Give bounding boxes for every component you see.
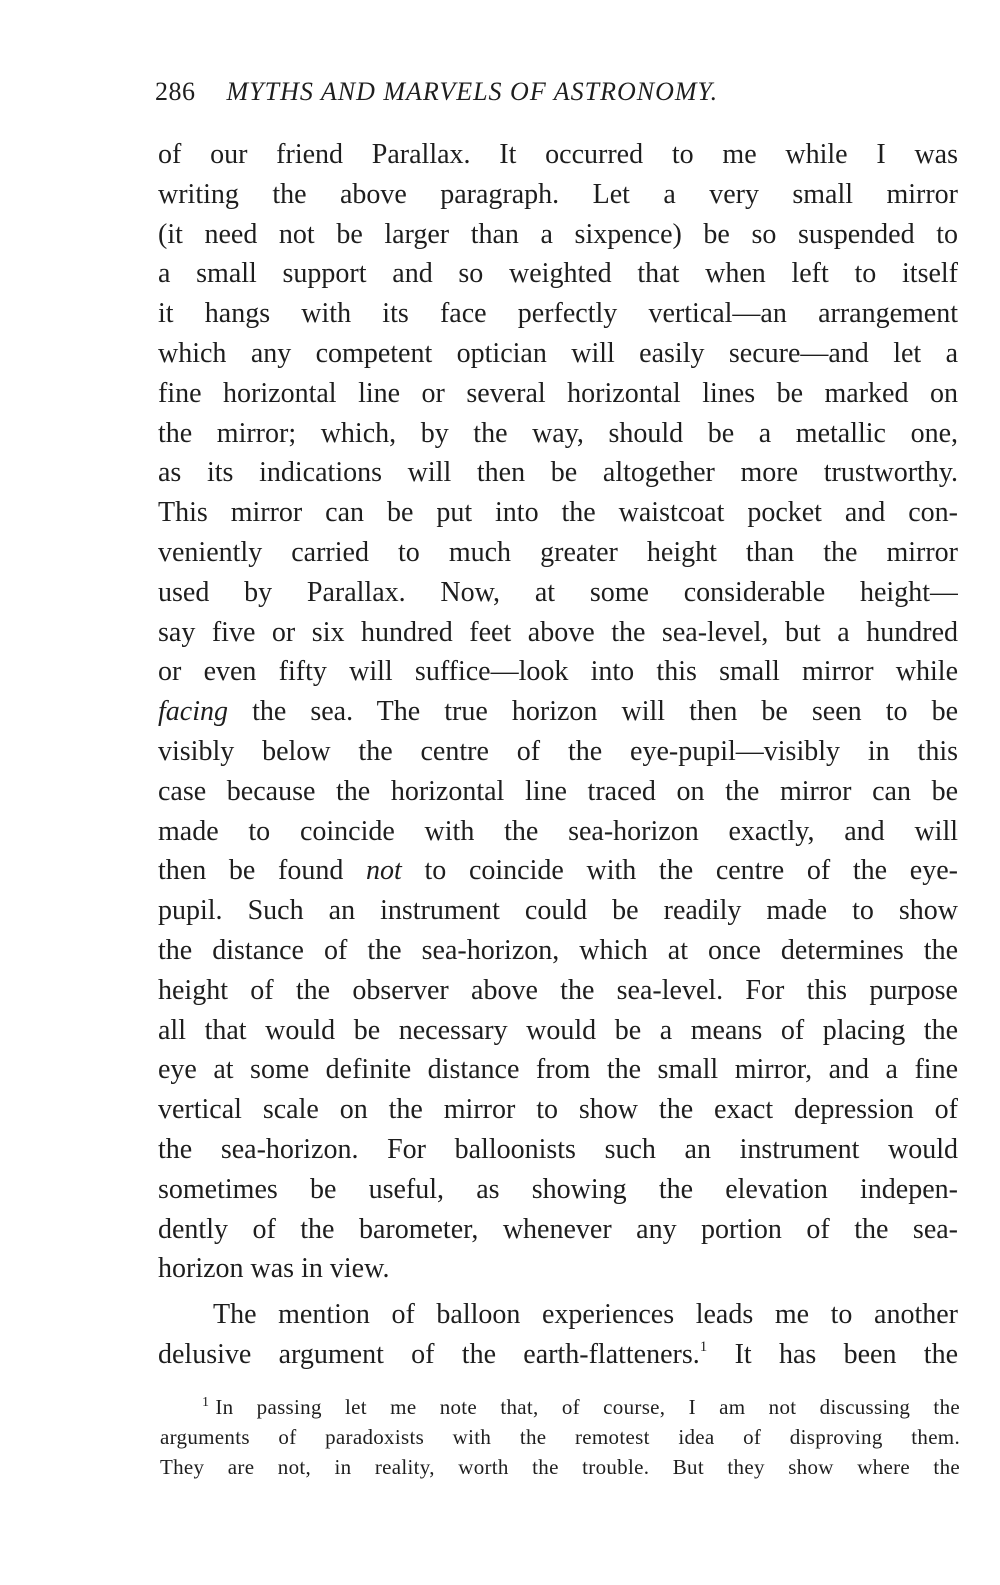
text-line: which any competent optician will easily secure—and let a xyxy=(158,337,958,369)
text-line: pupil. Such an instrument could be readily made to show xyxy=(158,895,958,927)
footnote-line xyxy=(160,1392,960,1422)
line-text: to coincide with the centre of the eye- xyxy=(401,855,958,887)
footnote-marker: 1 xyxy=(202,1395,210,1410)
text-line: or even fifty will suffice—look into this small mirror while xyxy=(158,656,958,688)
text-line: veniently carried to much greater height than the mirror xyxy=(158,536,958,568)
text-line: visibly below the centre of the eye-pupil—visibly in this xyxy=(158,735,958,767)
running-head xyxy=(155,72,955,112)
italic-word: not xyxy=(366,855,402,887)
footnote-text: In passing let me note that, of course, I am not discussing the xyxy=(215,1395,960,1419)
page-number: 286 xyxy=(155,77,196,106)
italic-word: facing xyxy=(158,696,228,728)
text-line: a small support and so weighted that when left to itself xyxy=(158,258,958,290)
text-line: made to coincide with the sea-horizon exactly, and will xyxy=(158,815,958,847)
line-text: then be found xyxy=(158,855,367,887)
text-line: vertical scale on the mirror to show the exact depression of xyxy=(158,1094,958,1126)
text-line: the distance of the sea-horizon, which at once determines the xyxy=(158,934,958,966)
footnotes xyxy=(160,1392,960,1482)
text-line: as its indications will then be altogether more trustworthy. xyxy=(158,457,958,489)
line-text: It has been the xyxy=(707,1338,958,1370)
text-line xyxy=(158,1335,958,1375)
line-text: the sea. The true horizon will then be seen to be xyxy=(228,696,958,728)
text-line: sometimes be useful, as showing the elevation indepen- xyxy=(158,1173,958,1205)
text-line: writing the above paragraph. Let a very small mirror xyxy=(158,178,958,210)
text-line: This mirror can be put into the waistcoat pocket and con- xyxy=(158,497,958,529)
text-line: all that would be necessary would be a means of placing the xyxy=(158,1014,958,1046)
text-line: case because the horizontal line traced on the mirror can be xyxy=(158,775,958,807)
footnote-reference: 1 xyxy=(699,1338,708,1355)
footnote-line: They are not, in reality, worth the trouble. But they show where the xyxy=(160,1455,960,1479)
text-line: fine horizontal line or several horizontal lines be marked on xyxy=(158,377,958,409)
text-line: the mirror; which, by the way, should be a metallic one, xyxy=(158,417,958,449)
paragraph-start-line: The mention of balloon experiences leads me to another xyxy=(213,1299,958,1331)
text-line: it hangs with its face perfectly vertical—an arrangement xyxy=(158,298,958,330)
text-line xyxy=(158,851,958,891)
text-line: of our friend Parallax. It occurred to me while I was xyxy=(158,139,958,170)
line-text: delusive argument of the earth-flatteners. xyxy=(158,1338,700,1370)
text-line: horizon was in view. xyxy=(158,1253,390,1285)
footnote-line: arguments of paradoxists with the remotest idea of disproving them. xyxy=(160,1425,960,1449)
running-title: MYTHS AND MARVELS OF ASTRONOMY. xyxy=(226,77,719,106)
text-line: eye at some definite distance from the small mirror, and a fine xyxy=(158,1054,958,1086)
text-line: say five or six hundred feet above the sea-level, but a hundred xyxy=(158,616,958,648)
text-line xyxy=(158,692,958,732)
text-line: height of the observer above the sea-level. For this purpose xyxy=(158,974,958,1006)
text-line: dently of the barometer, whenever any portion of the sea- xyxy=(158,1213,958,1245)
text-line: (it need not be larger than a sixpence) be so suspended to xyxy=(158,218,958,250)
text-line: the sea-horizon. For balloonists such an instrument would xyxy=(158,1133,958,1165)
body-text xyxy=(158,135,958,1375)
text-line: used by Parallax. Now, at some considerable height— xyxy=(158,576,958,608)
